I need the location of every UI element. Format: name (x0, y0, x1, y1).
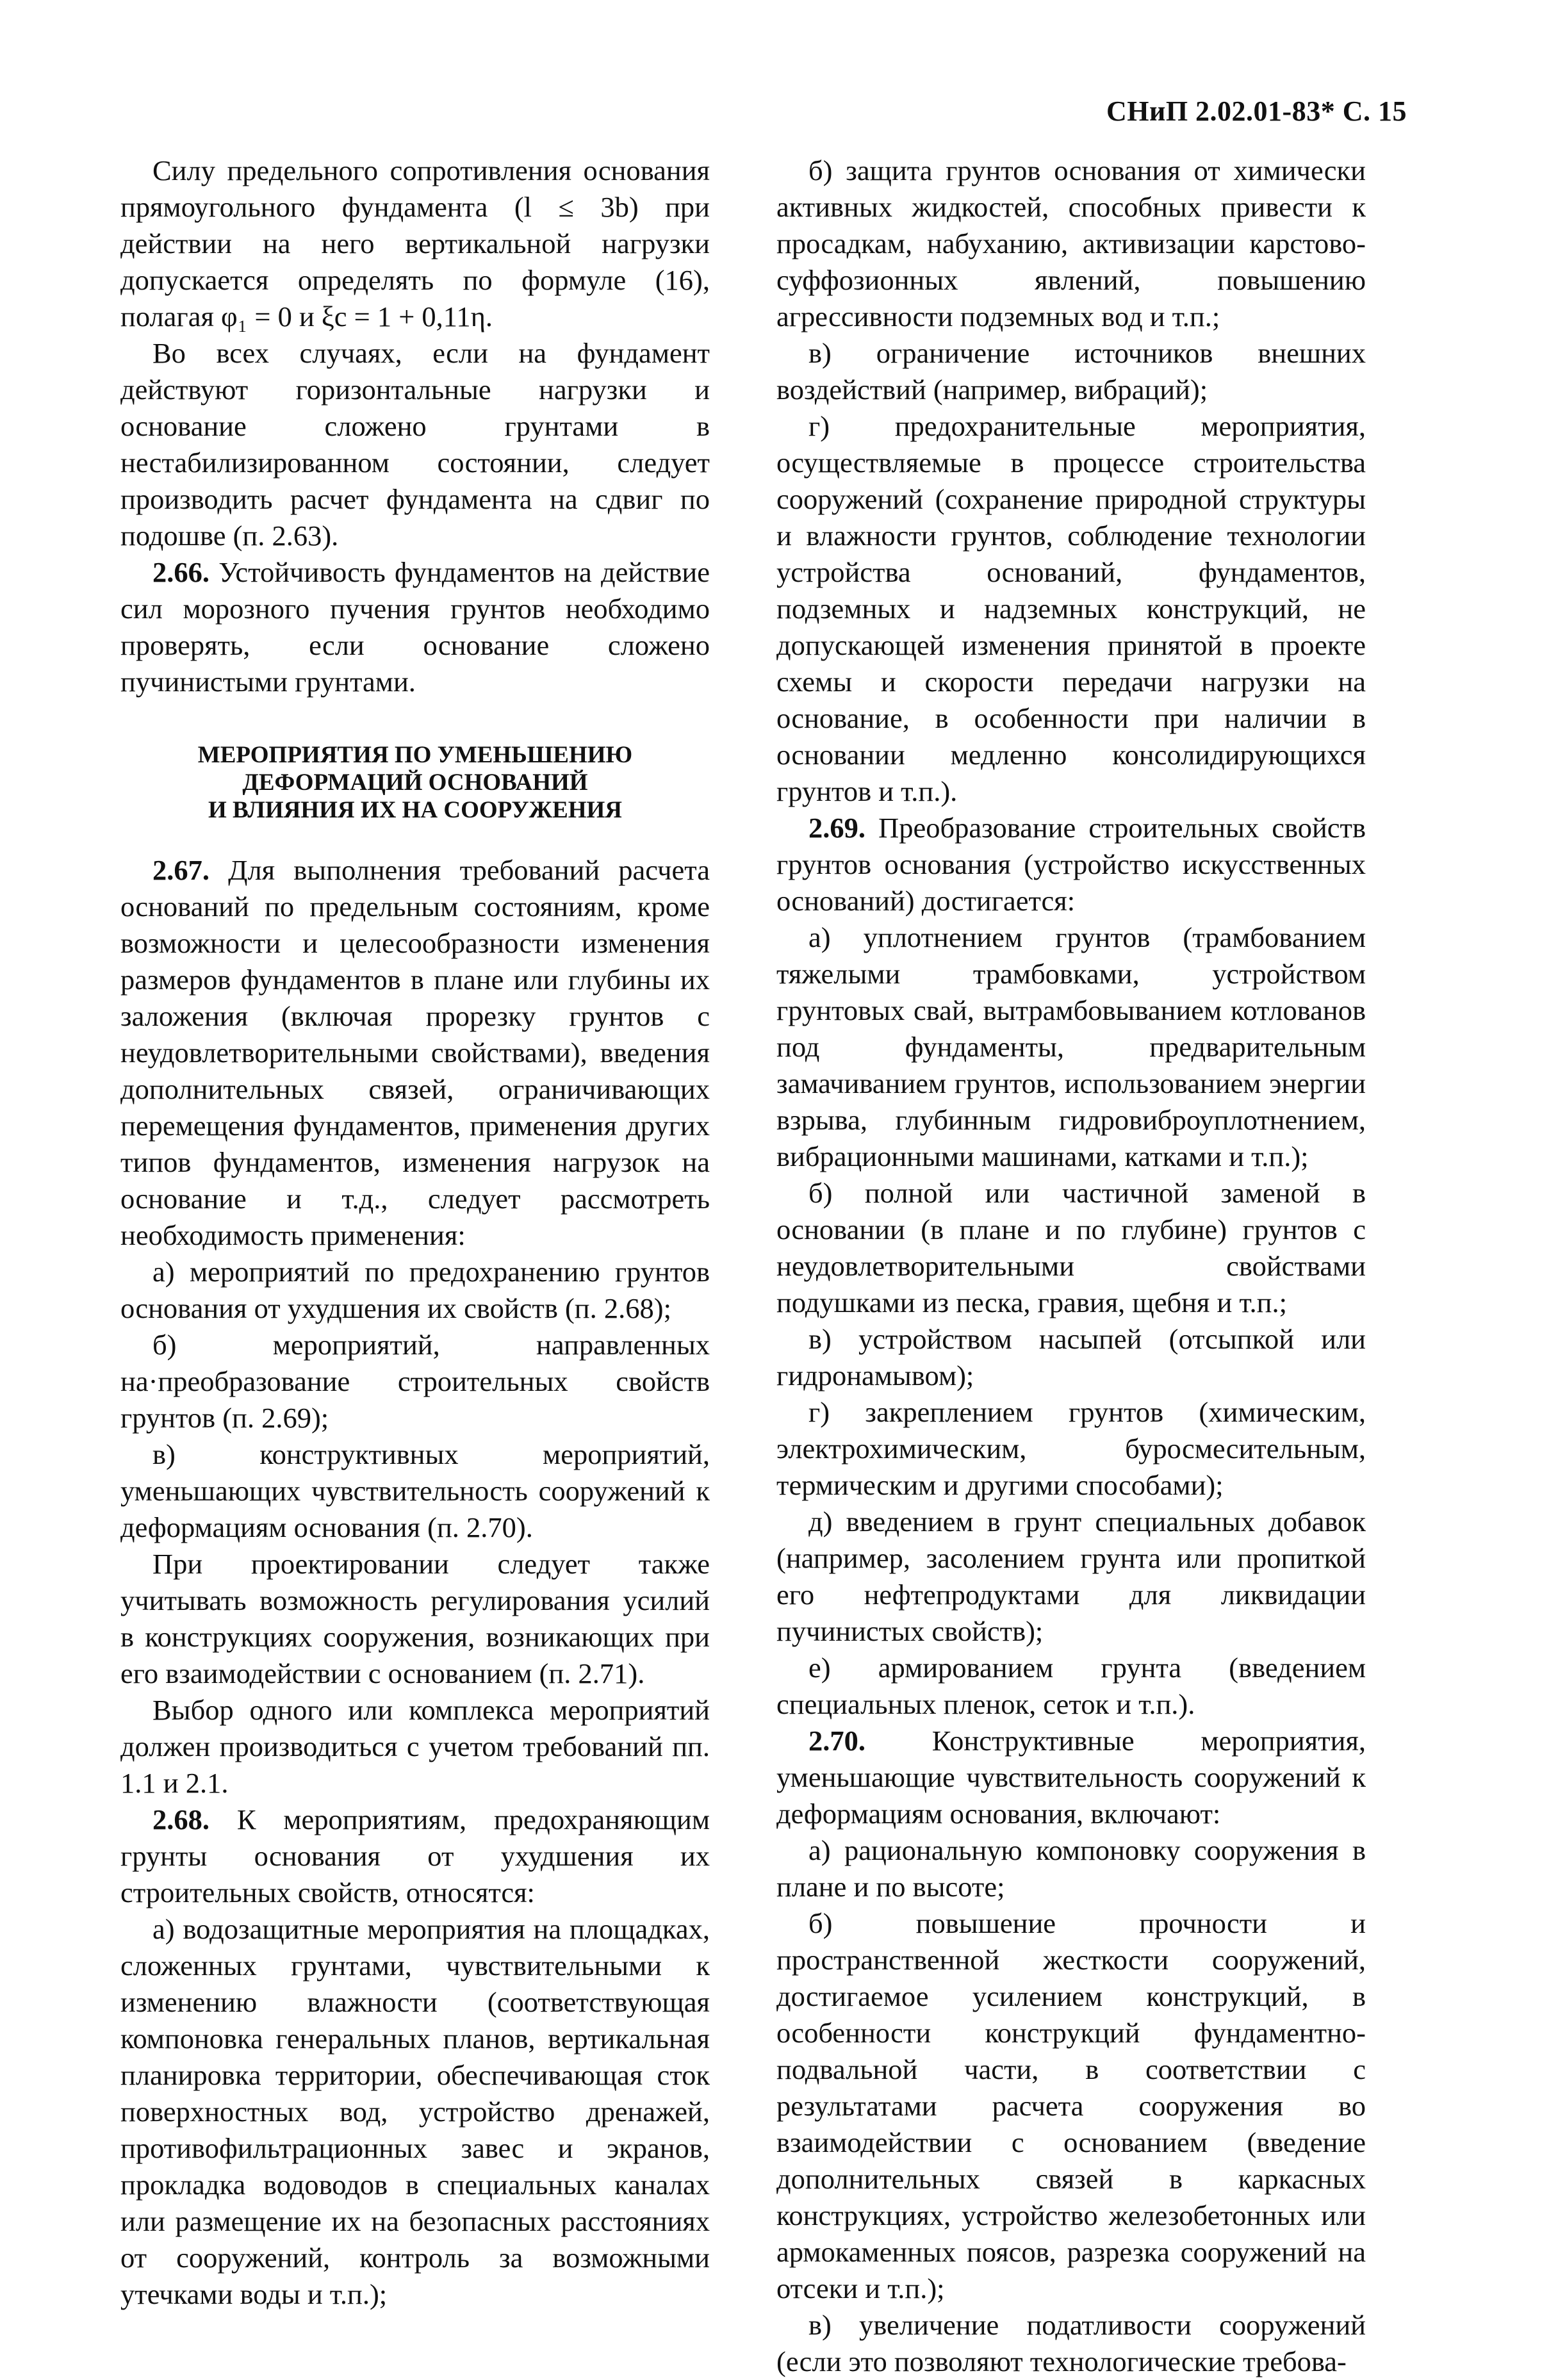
paragraph-2-66 (120, 554, 710, 700)
list-item: б) мероприятий, направленных на·преобразование строительных свойств грунтов (п. 2.69); (120, 1329, 710, 1434)
list-item: а) водозащитные мероприятия на площадках, сложенных грунтами, чувствительными к изменению влажности (соответствующая компоновка генеральных планов, вертикальная планировка территории, обеспечивающая сток поверхностных вод, устройство дренажей, противофильтрационных завес и экранов, прокладка водоводов в специальных каналах или размещение их на безопасных расстояниях от сооружений, контроль за возможными утечками воды и т.п.); (120, 1913, 710, 2310)
clause-number: 2.67. (152, 854, 209, 886)
heading-line: ДЕФОРМАЦИЙ ОСНОВАНИЙ (242, 769, 588, 796)
clause-text: К мероприятиям, предохраняющим грунты основания от ухудшения их строительных свойств, относятся: (120, 1803, 710, 1908)
list-item: в) устройством насыпей (отсыпкой или гидронамывом); (776, 1323, 1366, 1391)
heading-line: МЕРОПРИЯТИЯ ПО УМЕНЬШЕНИЮ (197, 742, 633, 768)
paragraph: При проектировании следует также учитывать возможность регулирования усилий в конструкциях сооружения, возникающих при его взаимодействии с основанием (п. 2.71). (120, 1548, 710, 1689)
clause-number: 2.70. (808, 1725, 865, 1757)
paragraph: Силу предельного сопротивления основания прямоугольного фундамента (l ≤ 3b) при действии на него вертикальной нагрузки допускается определять по формуле (16), полагая φ₁ = 0 и ξc = 1 + 0,11η. (120, 154, 710, 332)
list-item: в) конструктивных мероприятий, уменьшающих чувствительность сооружений к деформациям основания (п. 2.70). (120, 1438, 710, 1543)
clause-number: 2.68. (152, 1803, 209, 1835)
clause-number: 2.66. (152, 556, 209, 588)
list-item: г) закреплением грунтов (химическим, электрохимическим, буросмесительным, термическим и другими способами); (776, 1396, 1366, 1501)
clause-text: Для выполнения требований расчета оснований по предельным состояниям, кроме возможности и целесообразности изменения размеров фундаментов в плане или глубины их заложения (включая прорезку грунтов с неудовлетворительными свойствами), введения дополнительных связей, ограничивающих перемещения фундаментов, применения других типов фундаментов, изменения нагрузок на основание и т.д., следует рассмотреть необходимость применения: (120, 854, 710, 1251)
list-item: д) введением в грунт специальных добавок (например, засолением грунта или пропиткой его нефтепродуктами для ликвидации пучинистых свойств); (776, 1506, 1366, 1647)
list-item: в) ограничение источников внешних воздействий (например, вибраций); (776, 337, 1366, 406)
page-header: СНиП 2.02.01-83* С. 15 (1106, 95, 1407, 127)
list-item: е) армированием грунта (введением специальных пленок, сеток и т.п.). (776, 1652, 1366, 1720)
list-item: а) рациональную компоновку сооружения в плане и по высоте; (776, 1834, 1366, 1903)
clause-text: Конструктивные мероприятия, уменьшающие чувствительность сооружений к деформациям основания, включают: (776, 1725, 1366, 1830)
paragraph-2-68 (120, 1801, 710, 1911)
paragraph-2-67 (120, 852, 710, 1254)
paragraph-2-70 (776, 1723, 1366, 1832)
list-item: б) повышение прочности и пространственной жесткости сооружений, достигаемое усилением конструкций, в особенности конструкций фундаментно-подвальной части, в соответствии с результатами расчета сооружения во взаимодействии с основанием (введение дополнительных связей в каркасных конструкциях, устройство железобетонных или армокаменных поясов, разрезка сооружений на отсеки и т.п.); (776, 1907, 1366, 2304)
clause-text: Устойчивость фундаментов на действие сил морозного пучения грунтов необходимо проверять, если основание сложено пучинистыми грунтами. (120, 556, 710, 698)
paragraph-2-69 (776, 810, 1366, 919)
list-item: б) защита грунтов основания от химически активных жидкостей, способных привести к просадкам, набуханию, активизации карстово-суффозионных явлений, повышению агрессивности подземных вод и т.п.; (776, 154, 1366, 332)
clause-text: Преобразование строительных свойств грунтов основания (устройство искусственных оснований) достигается: (776, 812, 1366, 917)
right-column (776, 152, 1366, 2380)
paragraph: Во всех случаях, если на фундамент действуют горизонтальные нагрузки и основание сложено грунтами в нестабилизированном состоянии, следует производить расчет фундамента на сдвиг по подошве (п. 2.63). (120, 337, 710, 552)
clause-number: 2.69. (808, 812, 865, 844)
list-item: в) увеличение податливости сооружений (если это позволяют технологические требова- (776, 2309, 1366, 2377)
heading-line: И ВЛИЯНИЯ ИХ НА СООРУЖЕНИЯ (208, 797, 623, 823)
left-column (120, 152, 710, 2313)
list-item: г) предохранительные мероприятия, осуществляемые в процессе строительства сооружений (сохранение природной структуры и влажности грунтов, соблюдение технологии устройства оснований, фундаментов, подземных и надземных конструкций, не допускающей изменения принятой в проекте схемы и скорости передачи нагрузки на основание, в особенности при наличии в основании медленно консолидирующихся грунтов и т.п.). (776, 410, 1366, 807)
section-heading (120, 741, 710, 824)
paragraph: Выбор одного или комплекса мероприятий должен производиться с учетом требований пп. 1.1 и 2.1. (120, 1694, 710, 1799)
list-item: а) мероприятий по предохранению грунтов основания от ухудшения их свойств (п. 2.68); (120, 1256, 710, 1324)
list-item: б) полной или частичной заменой в основании (в плане и по глубине) грунтов с неудовлетворительными свойствами подушками из песка, гравия, щебня и т.п.; (776, 1177, 1366, 1318)
list-item: а) уплотнением грунтов (трамбованием тяжелыми трамбовками, устройством грунтовых свай, вытрамбовыванием котлованов под фундаменты, предварительным замачиванием грунтов, использованием энергии взрыва, глубинным гидровиброуплотнением, вибрационными машинами, катками и т.п.); (776, 921, 1366, 1172)
